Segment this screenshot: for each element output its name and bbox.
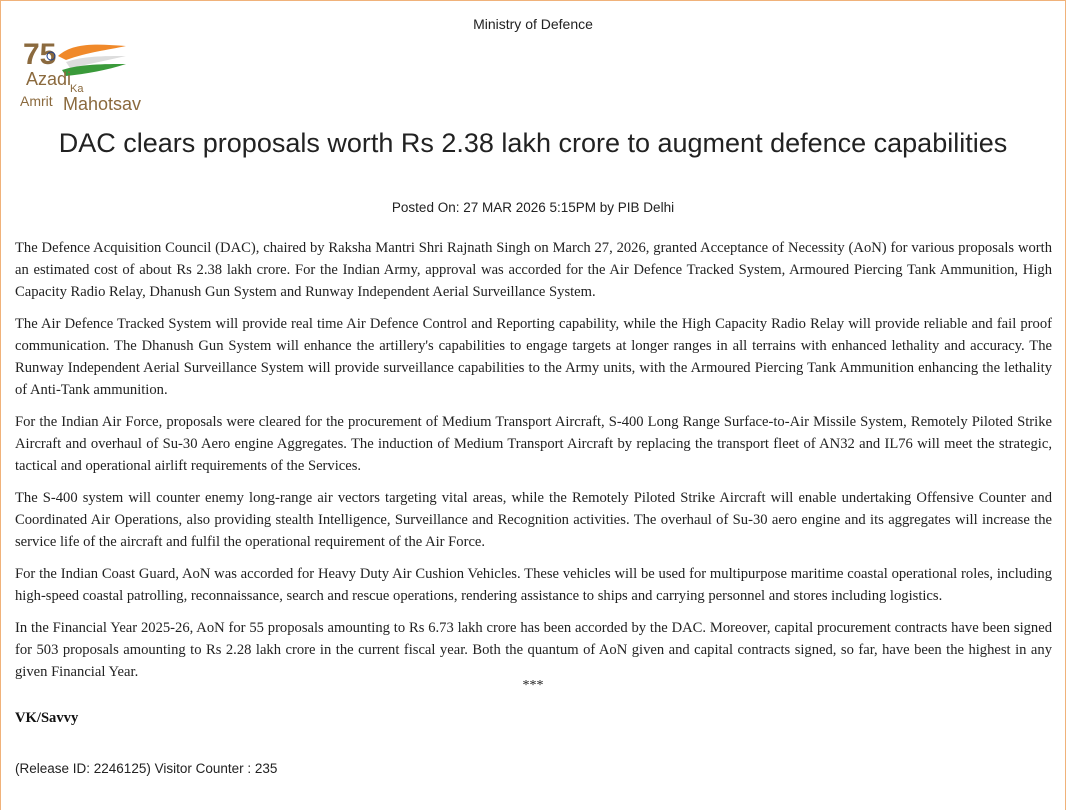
logo-ka: Ka	[70, 83, 84, 95]
article-body	[15, 237, 1052, 693]
logo-number: 75	[23, 38, 57, 71]
azadi-ka-amrit-mahotsav-logo	[18, 34, 158, 114]
logo-azadi: Azadi	[26, 69, 72, 89]
separator: ***	[522, 678, 544, 693]
release-info: (Release ID: 2246125) Visitor Counter : 235	[15, 761, 278, 776]
logo-mahotsav: Mahotsav	[63, 94, 142, 114]
paragraph: In the Financial Year 2025-26, AoN for 55 proposals amounting to Rs 6.73 lakh crore has been accorded by the DAC. Moreover, capital procurement contracts have been signed for 503 proposals amounting to Rs 2.28 lakh crore in the current fiscal year. Both the quantum of AoN given and capital contracts signed, so far, have been the highest in any given Financial Year.	[15, 620, 1052, 680]
posted-info: Posted On: 27 MAR 2026 5:15PM by PIB Delhi	[391, 200, 675, 215]
paragraph: The Defence Acquisition Council (DAC), chaired by Raksha Mantri Shri Rajnath Singh on March 27, 2026, granted Acceptance of Necessity (AoN) for various proposals worth an estimated cost of about Rs 2.38 lakh crore. For the Indian Army, approval was accorded for the Air Defence Tracked System, Armoured Piercing Tank Ammunition, High Capacity Radio Relay, Dhanush Gun System and Runway Independent Aerial Surveillance System.	[15, 240, 1052, 300]
paragraph: The S-400 system will counter enemy long-range air vectors targeting vital areas, while the Remotely Piloted Strike Aircraft will enable undertaking Offensive Counter and Coordinated Air Operations, also providing stealth Intelligence, Surveillance and Recognition activities. The overhaul of Su-30 aero engine and its aggregates will increase the service life of the aircraft and fulfil the operational requirement of the Air Force.	[15, 490, 1052, 550]
article-title: DAC clears proposals worth Rs 2.38 lakh crore to augment defence capabilities	[58, 128, 1008, 158]
ministry-name: Ministry of Defence	[473, 16, 593, 32]
paragraph: The Air Defence Tracked System will provide real time Air Defence Control and Reporting capability, while the High Capacity Radio Relay will provide reliable and fail proof communication. The Dhanush Gun System will enhance the artillery's capabilities to engage targets at longer ranges in all terrains with enhanced lethality and accuracy. The Runway Independent Aerial Surveillance System will provide surveillance capabilities to the Army units, with the Armoured Piercing Tank Ammunition enhancing the lethality of Anti-Tank ammunition.	[15, 316, 1052, 398]
paragraph: For the Indian Coast Guard, AoN was accorded for Heavy Duty Air Cushion Vehicles. These vehicles will be used for multipurpose maritime coastal operational roles, including high-speed coastal patrolling, reconnaissance, search and rescue operations, rendering assistance to ships and carrying personnel and stores including logistics.	[15, 566, 1052, 604]
paragraph: For the Indian Air Force, proposals were cleared for the procurement of Medium Transport Aircraft, S-400 Long Range Surface-to-Air Missile System, Remotely Piloted Strike Aircraft and overhaul of Su-30 Aero engine Aggregates. The induction of Medium Transport Aircraft by replacing the transport fleet of AN32 and IL76 will meet the strategic, tactical and operational airlift requirements of the Services.	[15, 414, 1052, 474]
logo-amrit: Amrit	[20, 93, 53, 109]
signature: VK/Savvy	[15, 710, 79, 726]
